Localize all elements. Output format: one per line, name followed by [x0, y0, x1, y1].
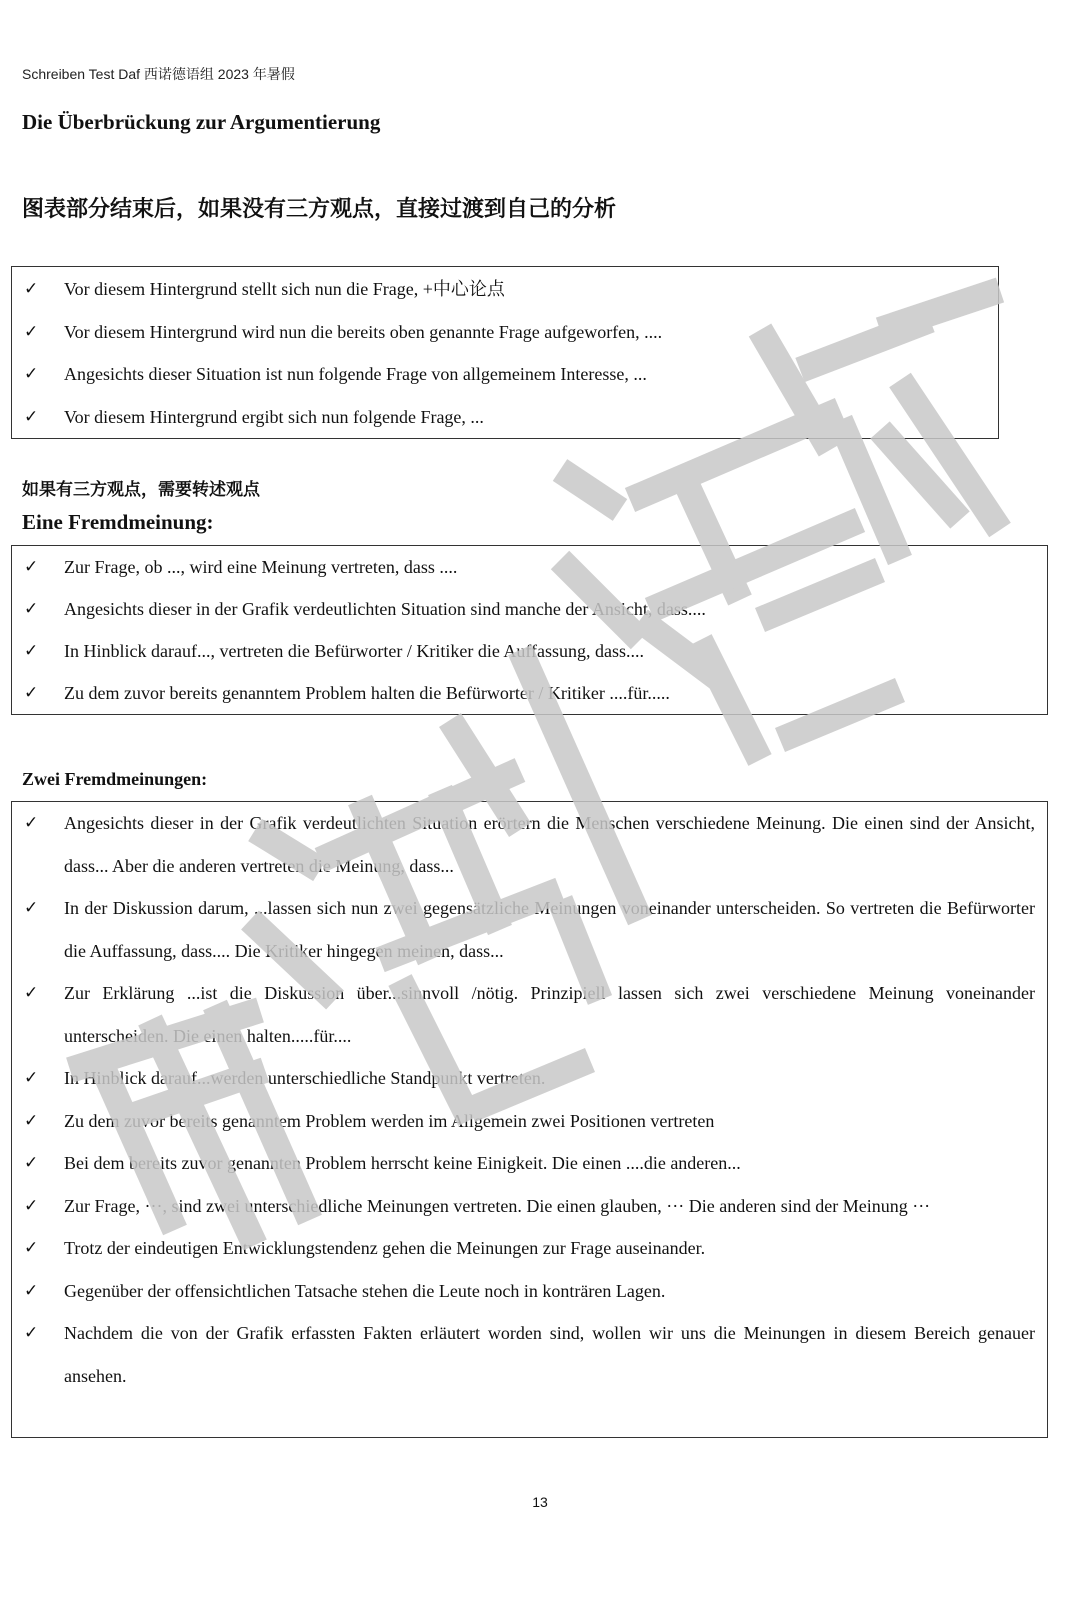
section-heading-two-opinions: Zwei Fremdmeinungen: [22, 769, 208, 789]
phrase-text: Zu dem zuvor bereits genanntem Problem halten die Befürworter / Kritiker ....für..... [64, 683, 670, 703]
check-icon: ✓ [24, 557, 39, 577]
phrase-text: In Hinblick darauf..., vertreten die Befürworter / Kritiker die Auffassung, dass.... [64, 641, 644, 661]
phrase-box-one-opinion [11, 545, 1048, 715]
check-icon: ✓ [24, 641, 39, 661]
check-icon: ✓ [24, 1195, 39, 1216]
chinese-subtitle: 图表部分结束后，如果没有三方观点，直接过渡到自己的分析 [22, 197, 617, 222]
list-item [12, 1100, 1047, 1143]
phrase-text: Zur Frage, ob ..., wird eine Meinung vertreten, dass .... [64, 557, 458, 577]
section-heading-one-opinion: Eine Fremdmeinung: [22, 510, 214, 534]
check-icon: ✓ [24, 983, 39, 1003]
phrase-text: Nachdem die von der Grafik erfassten Fakten erläutert worden sind, wollen wir uns die Meinungen in diesem Bereich genauer ansehen. [64, 1323, 1035, 1386]
list-item [12, 268, 998, 311]
check-icon: ✓ [24, 1068, 39, 1088]
check-icon: ✓ [24, 1323, 39, 1343]
list-item [12, 353, 998, 396]
check-icon: ✓ [24, 279, 39, 299]
list-item [12, 630, 1047, 672]
phrase-text: Angesichts dieser Situation ist nun folgende Frage von allgemeinem Interesse, ... [64, 364, 647, 384]
phrase-box-two-opinions [11, 801, 1048, 1438]
check-icon: ✓ [24, 683, 39, 703]
phrase-box-no-opinion [11, 266, 999, 439]
phrase-text: Bei dem bereits zuvor genannten Problem herrscht keine Einigkeit. Die einen ....die anderen... [64, 1153, 741, 1173]
list-item [12, 311, 998, 354]
phrase-text: Zur Erklärung ...ist die Diskussion über...sinnvoll /nötig. Prinzipiell lassen sich zwei verschiedene Meinung voneinander unterscheiden. Die einen halten.....für.... [64, 983, 1035, 1046]
phrase-text: Gegenüber der offensichtlichen Tatsache stehen die Leute noch in konträren Lagen. [64, 1280, 666, 1301]
check-icon: ✓ [24, 813, 39, 833]
page-title: Die Überbrückung zur Argumentierung [22, 110, 381, 134]
phrase-text: Zu dem zuvor bereits genanntem Problem werden im Allgemein zwei Positionen vertreten [64, 1110, 715, 1131]
check-icon: ✓ [24, 1110, 39, 1131]
check-icon: ✓ [24, 406, 39, 427]
list-item [12, 672, 1047, 714]
list-item [12, 546, 1047, 588]
list-item [12, 396, 998, 439]
check-icon: ✓ [24, 364, 39, 384]
phrase-text: In der Diskussion darum, ...lassen sich nun zwei gegensätzliche Meinungen voneinander unterscheiden. So vertreten die Befürworter die Auffassung, dass.... Die Kritiker hingegen meinen, dass... [64, 898, 1035, 961]
list-item [12, 1227, 1047, 1270]
running-header: Schreiben Test Daf 西诺德语组 2023 年暑假 [22, 66, 295, 82]
phrase-text: Vor diesem Hintergrund ergibt sich nun folgende Frage, ... [64, 406, 484, 427]
phrase-text: In Hinblick darauf...werden unterschiedliche Standpunkt vertreten. [64, 1068, 546, 1088]
phrase-text: Vor diesem Hintergrund stellt sich nun die Frage, +中心论点 [64, 279, 505, 299]
list-item [12, 1312, 1047, 1397]
list-item [12, 1185, 1047, 1228]
list-item [12, 1142, 1047, 1185]
check-icon: ✓ [24, 1238, 39, 1258]
check-icon: ✓ [24, 599, 39, 619]
check-icon: ✓ [24, 898, 39, 918]
list-item [12, 1057, 1047, 1100]
check-icon: ✓ [24, 1280, 39, 1301]
phrase-text: Angesichts dieser in der Grafik verdeutlichten Situation erörtern die Menschen verschiedene Meinung. Die einen sind der Ansicht, dass... Aber die anderen vertreten die Meinung, dass... [64, 813, 1035, 876]
list-item [12, 588, 1047, 630]
phrase-text: Angesichts dieser in der Grafik verdeutlichten Situation sind manche der Ansicht, dass.... [64, 599, 706, 619]
list-item [12, 887, 1047, 972]
check-icon: ✓ [24, 1153, 39, 1173]
list-item [12, 1270, 1047, 1313]
page-number: 13 [532, 1494, 548, 1510]
phrase-text: Trotz der eindeutigen Entwicklungstendenz gehen die Meinungen zur Frage auseinander. [64, 1238, 706, 1258]
list-item [12, 972, 1047, 1057]
phrase-text: Vor diesem Hintergrund wird nun die bereits oben genannte Frage aufgeworfen, .... [64, 321, 663, 342]
list-item [12, 802, 1047, 887]
phrase-text: Zur Frage, ···, sind zwei unterschiedliche Meinungen vertreten. Die einen glauben, ··· Die anderen sind der Meinung ··· [64, 1195, 931, 1216]
check-icon: ✓ [24, 321, 39, 342]
chinese-note: 如果有三方观点，需要转述观点 [22, 480, 260, 500]
